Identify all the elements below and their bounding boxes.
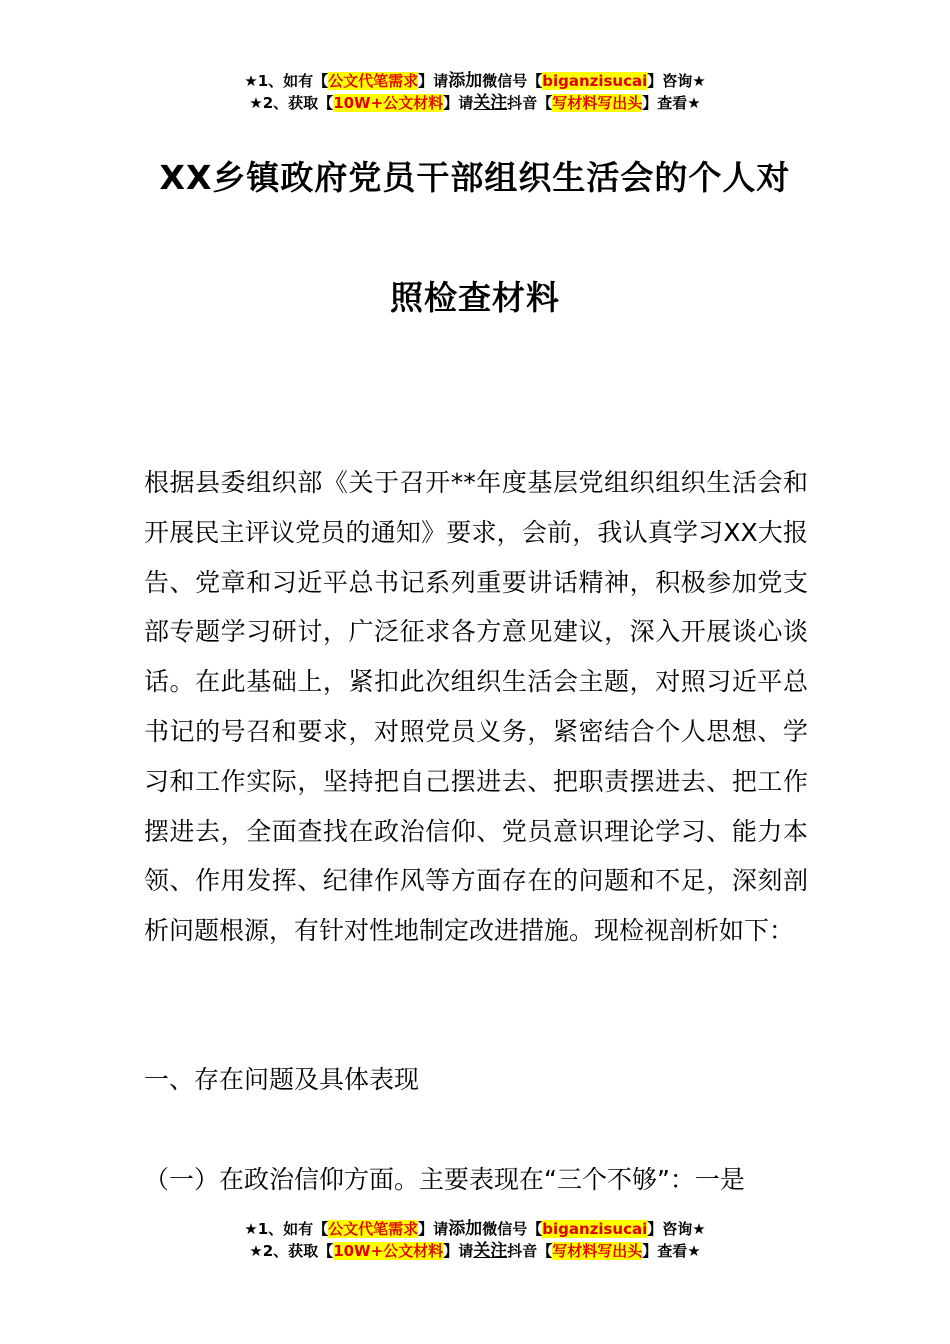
banner-highlight: biganzisucai: [542, 1220, 648, 1238]
banner-text: ★2、获取【: [249, 1242, 334, 1260]
banner-highlight: 写材料写出头: [552, 94, 643, 112]
footer-banner: [0, 1218, 950, 1262]
banner-text: 】查看★: [642, 1242, 701, 1260]
banner-text: 】请: [443, 94, 474, 112]
document-title-line-2: 照检查材料: [390, 278, 560, 317]
subsection-paragraph: （一）在政治信仰方面。主要表现在“三个不够”：一是: [144, 1165, 745, 1194]
banner-text: 】请: [418, 72, 449, 90]
banner-highlight: 10W+公文材料: [333, 94, 444, 112]
section-heading: 一、存在问题及具体表现: [144, 1065, 420, 1094]
banner-highlight: 写材料写出头: [552, 1242, 643, 1260]
header-banner: [0, 70, 950, 114]
banner-text: 抖音【: [507, 94, 553, 112]
banner-highlight: 公文代笔需求: [328, 72, 419, 90]
banner-line-2: [0, 1240, 950, 1262]
banner-text: 】查看★: [642, 94, 701, 112]
banner-line-2: [0, 92, 950, 114]
banner-text: 微信号【: [482, 72, 543, 90]
banner-text: ★1、如有【: [244, 72, 329, 90]
banner-emphasis: 添加: [448, 71, 483, 91]
banner-line-1: [0, 70, 950, 92]
banner-text: 】咨询★: [647, 72, 706, 90]
banner-highlight: 10W+公文材料: [333, 1242, 444, 1260]
banner-highlight: 公文代笔需求: [328, 1220, 419, 1238]
document-title-line-1: XX乡镇政府党员干部组织生活会的个人对: [159, 158, 791, 197]
banner-text: 】请: [418, 1220, 449, 1238]
intro-paragraph: 根据县委组织部《关于召开**年度基层党组织组织生活会和开展民主评议党员的通知》要求，会前，我认真学习XX大报告、党章和习近平总书记系列重要讲话精神，积极参加党支部专题学习研讨，广泛征求各方意见建议，深入开展谈心谈话。在此基础上，紧扣此次组织生活会主题，对照习近平总书记的号召和要求，对照党员义务，紧密结合个人思想、学习和工作实际，坚持把自己摆进去、把职责摆进去、把工作摆进去，全面查找在政治信仰、党员意识理论学习、能力本领、作用发挥、纪律作风等方面存在的问题和不足，深刻剖析问题根源，有针对性地制定改进措施。现检视剖析如下：: [144, 468, 808, 946]
banner-text: 】请: [443, 1242, 474, 1260]
banner-text: ★1、如有【: [244, 1220, 329, 1238]
banner-emphasis: 添加: [448, 1219, 483, 1239]
banner-line-1: [0, 1218, 950, 1240]
banner-text: 】咨询★: [647, 1220, 706, 1238]
banner-text: 抖音【: [507, 1242, 553, 1260]
banner-emphasis: 关注: [473, 93, 508, 113]
banner-text: 微信号【: [482, 1220, 543, 1238]
banner-highlight: biganzisucai: [542, 72, 648, 90]
banner-emphasis: 关注: [473, 1241, 508, 1261]
banner-text: ★2、获取【: [249, 94, 334, 112]
